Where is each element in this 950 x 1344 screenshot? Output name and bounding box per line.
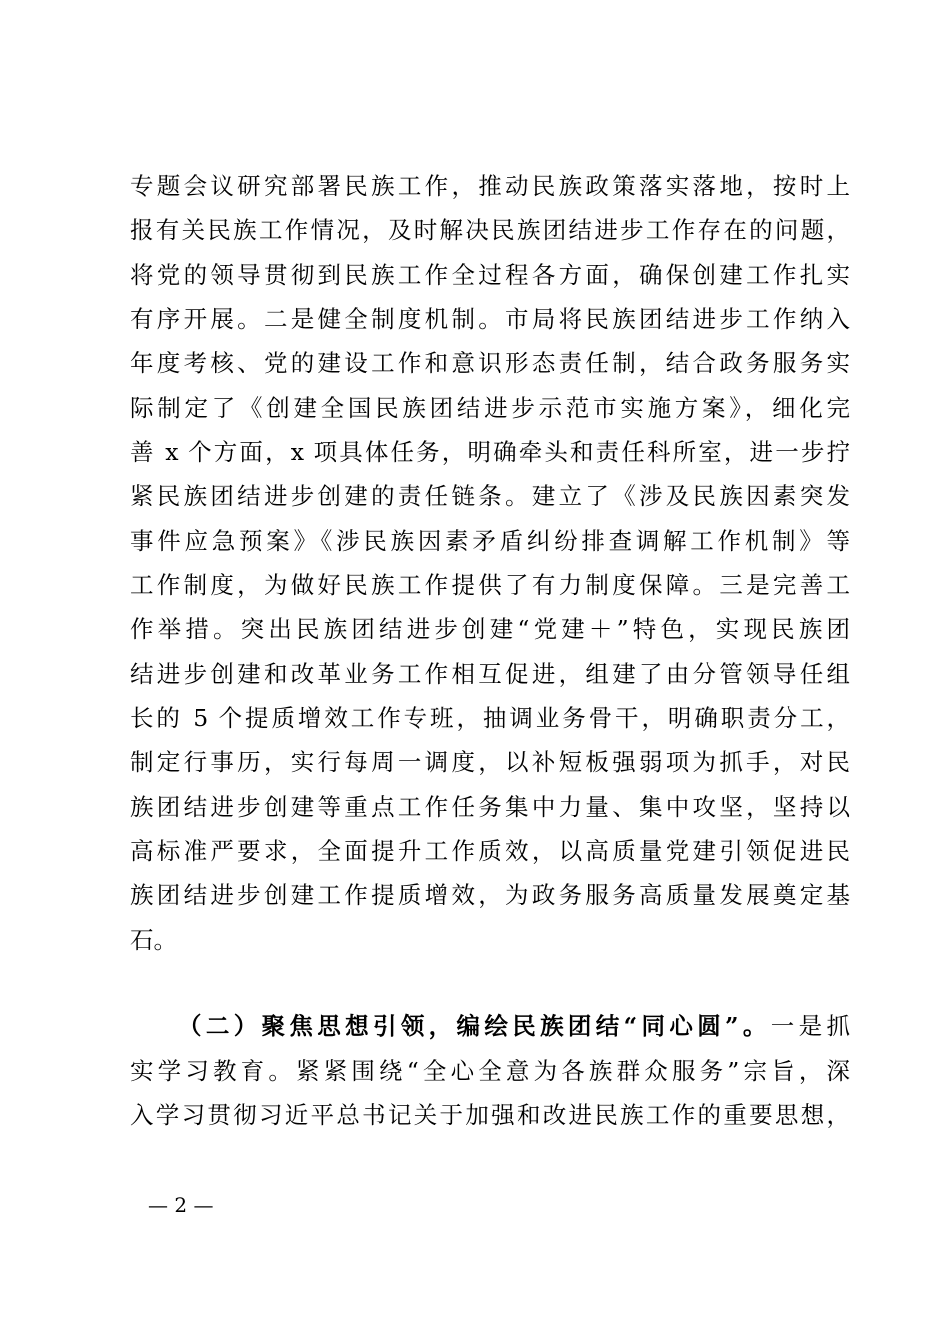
paragraph-1-line-12: 结进步创建和改革业务工作相互促进，组建了由分管领导任组 bbox=[130, 660, 850, 688]
section-heading: （二）聚焦思想引领，编绘民族团结“同心圆”。 bbox=[178, 1012, 771, 1040]
paragraph-1-line-9: 事件应急预案》《涉民族因素矛盾纠纷排查调解工作机制》等 bbox=[130, 527, 850, 555]
paragraph-1-line-4: 有序开展。二是健全制度机制。市局将民族团结进步工作纳入 bbox=[130, 305, 850, 333]
paragraph-1-line-14: 制定行事历，实行每周一调度，以补短板强弱项为抓手，对民 bbox=[130, 748, 850, 776]
paragraph-1-line-8: 紧民族团结进步创建的责任链条。建立了《涉及民族因素突发 bbox=[130, 482, 850, 510]
paragraph-1-line-1: 专题会议研究部署民族工作，推动民族政策落实落地，按时上 bbox=[130, 172, 850, 200]
paragraph-1-line-15: 族团结进步创建等重点工作任务集中力量、集中攻坚，坚持以 bbox=[130, 793, 850, 821]
paragraph-1-line-7: 善 x 个方面，x 项具体任务，明确牵头和责任科所室，进一步拧 bbox=[130, 438, 850, 466]
paragraph-1-line-16: 高标准严要求，全面提升工作质效，以高质量党建引领促进民 bbox=[130, 837, 850, 865]
paragraph-1-line-17: 族团结进步创建工作提质增效，为政务服务高质量发展奠定基 bbox=[130, 881, 850, 909]
paragraph-1-line-11: 作举措。突出民族团结进步创建“党建＋”特色，实现民族团 bbox=[130, 615, 850, 643]
paragraph-1-line-10: 工作制度，为做好民族工作提供了有力制度保障。三是完善工 bbox=[130, 571, 850, 599]
paragraph-2-line-1-text: 一是抓 bbox=[770, 1012, 851, 1040]
paragraph-1-line-6: 际制定了《创建全国民族团结进步示范市实施方案》，细化完 bbox=[130, 394, 850, 422]
paragraph-1-line-13: 长的 5 个提质增效工作专班，抽调业务骨干，明确职责分工， bbox=[130, 704, 850, 732]
paragraph-2-line-2: 实学习教育。紧紧围绕“全心全意为各族群众服务”宗旨，深 bbox=[130, 1057, 850, 1085]
paragraph-1-line-5: 年度考核、党的建设工作和意识形态责任制，结合政务服务实 bbox=[130, 349, 850, 377]
paragraph-1-line-3: 将党的领导贯彻到民族工作全过程各方面，确保创建工作扎实 bbox=[130, 261, 850, 289]
page-number: — 2 — bbox=[148, 1193, 214, 1217]
paragraph-1-line-2: 报有关民族工作情况，及时解决民族团结进步工作存在的问题， bbox=[130, 216, 850, 244]
paragraph-2-line-1 bbox=[178, 1007, 850, 1045]
paragraph-2-line-3: 入学习贯彻习近平总书记关于加强和改进民族工作的重要思想， bbox=[130, 1101, 850, 1129]
paragraph-1-line-18: 石。 bbox=[130, 926, 177, 954]
